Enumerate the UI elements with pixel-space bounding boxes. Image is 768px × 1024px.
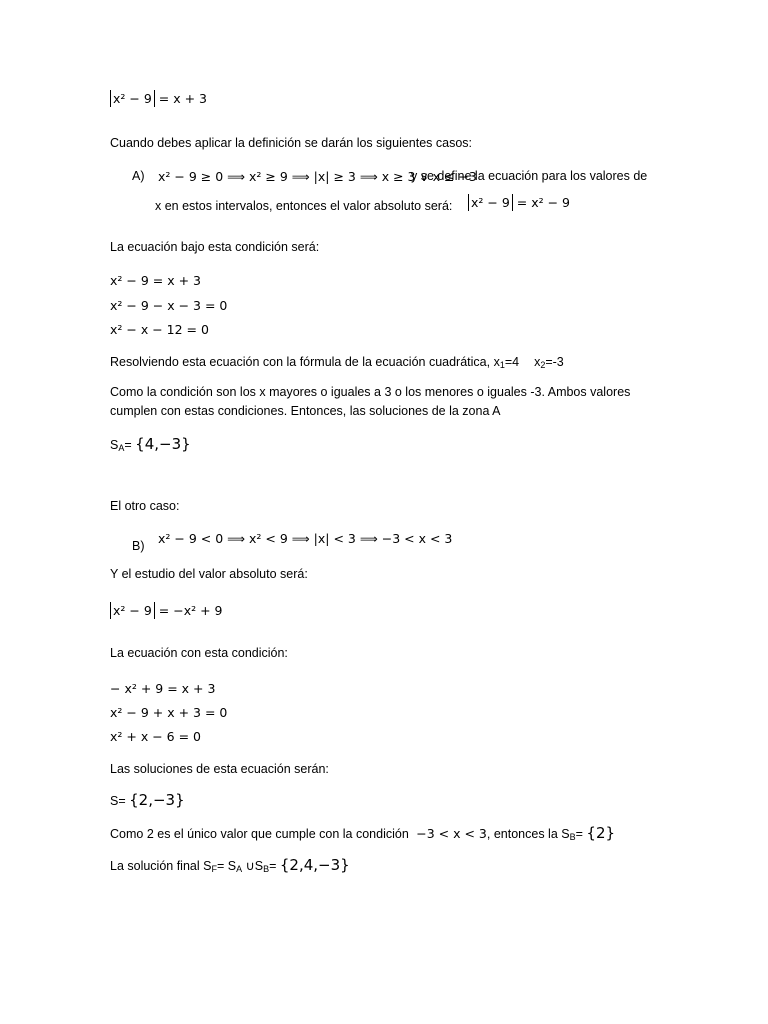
case-b-label: B) <box>132 539 145 553</box>
cond-a-title: La ecuación bajo esta condición será: <box>110 240 320 254</box>
final-condition-line: Como 2 es el único valor que cumple con la condición −3 < x < 3, entonces la $S_B= \{2\}$ <box>110 824 616 842</box>
intro-text: Cuando debes aplicar la definición se darán los siguientes casos: <box>110 136 473 150</box>
abs-expression: x² − 9 <box>468 194 513 211</box>
abs-expression: x² − 9 <box>110 90 155 107</box>
solution-set-s: S= {2,−3} <box>110 791 185 809</box>
resolve-line <box>110 355 564 370</box>
set-s: {2,−3} <box>129 791 185 809</box>
root-x2: $x_2=-3$ <box>534 355 564 370</box>
final-solution-line: La solución final $S_F= S_A$ $\cup S_B= \{2,4,-3\}$ <box>110 856 350 874</box>
main-equation-rhs: = x + 3 <box>158 91 207 106</box>
otro-caso-heading: El otro caso: <box>110 499 180 513</box>
eq-a-1: x² − 9 = x + 3 <box>110 273 201 288</box>
condition-math: −3 < x < 3 <box>416 826 487 841</box>
cond-text-2: cumplen con estas condiciones. Entonces, las soluciones de la zona A <box>110 404 501 418</box>
set-a: {4,−3} <box>135 435 191 453</box>
union-symbol: ∪ <box>245 858 255 873</box>
eq-b-3: x² + x − 6 = 0 <box>110 729 201 744</box>
root-x1: $x_1=4$ <box>493 355 520 370</box>
eq-b-abs-rhs: = −x² + 9 <box>158 603 223 618</box>
case-a-abs-equation <box>468 194 570 211</box>
case-a-text2: x en estos intervalos, entonces el valor absoluto será: <box>155 199 453 213</box>
cond-text-1: Como la condición son los x mayores o iguales a 3 o los menores o iguales -3. Ambos valores <box>110 385 631 399</box>
resolve-text: Resolviendo esta ecuación con la fórmula de la ecuación cuadrática, <box>110 355 491 369</box>
main-equation <box>110 90 207 107</box>
solution-set-a: $S_A= \{4,-3\}$ <box>110 435 191 453</box>
eq-b-abs <box>110 602 222 619</box>
case-a-text1: y se define la ecuación para los valores de <box>411 169 648 183</box>
estudio-title: Y el estudio del valor absoluto será: <box>110 567 308 581</box>
eq-a-3: x² − x − 12 = 0 <box>110 322 209 337</box>
set-final: {2,4,−3} <box>279 856 350 874</box>
case-a-math: x² − 9 ≥ 0 ⟹ x² ≥ 9 ⟹ |x| ≥ 3 ⟹ x ≥ 3 ∨ x ≤ −3 <box>158 169 477 184</box>
eq-b-2: x² − 9 + x + 3 = 0 <box>110 705 228 720</box>
eq-b-1: − x² + 9 = x + 3 <box>110 681 216 696</box>
case-b-math: x² − 9 < 0 ⟹ x² < 9 ⟹ |x| < 3 ⟹ −3 < x < 3 <box>158 531 453 546</box>
case-a-label: A) <box>132 169 145 183</box>
cond-b-title: La ecuación con esta condición: <box>110 646 288 660</box>
abs-expression: x² − 9 <box>110 602 155 619</box>
set-sb: {2} <box>586 824 616 842</box>
case-a-abs-rhs: = x² − 9 <box>516 195 571 210</box>
sol-title: Las soluciones de esta ecuación serán: <box>110 762 329 776</box>
eq-a-2: x² − 9 − x − 3 = 0 <box>110 298 228 313</box>
